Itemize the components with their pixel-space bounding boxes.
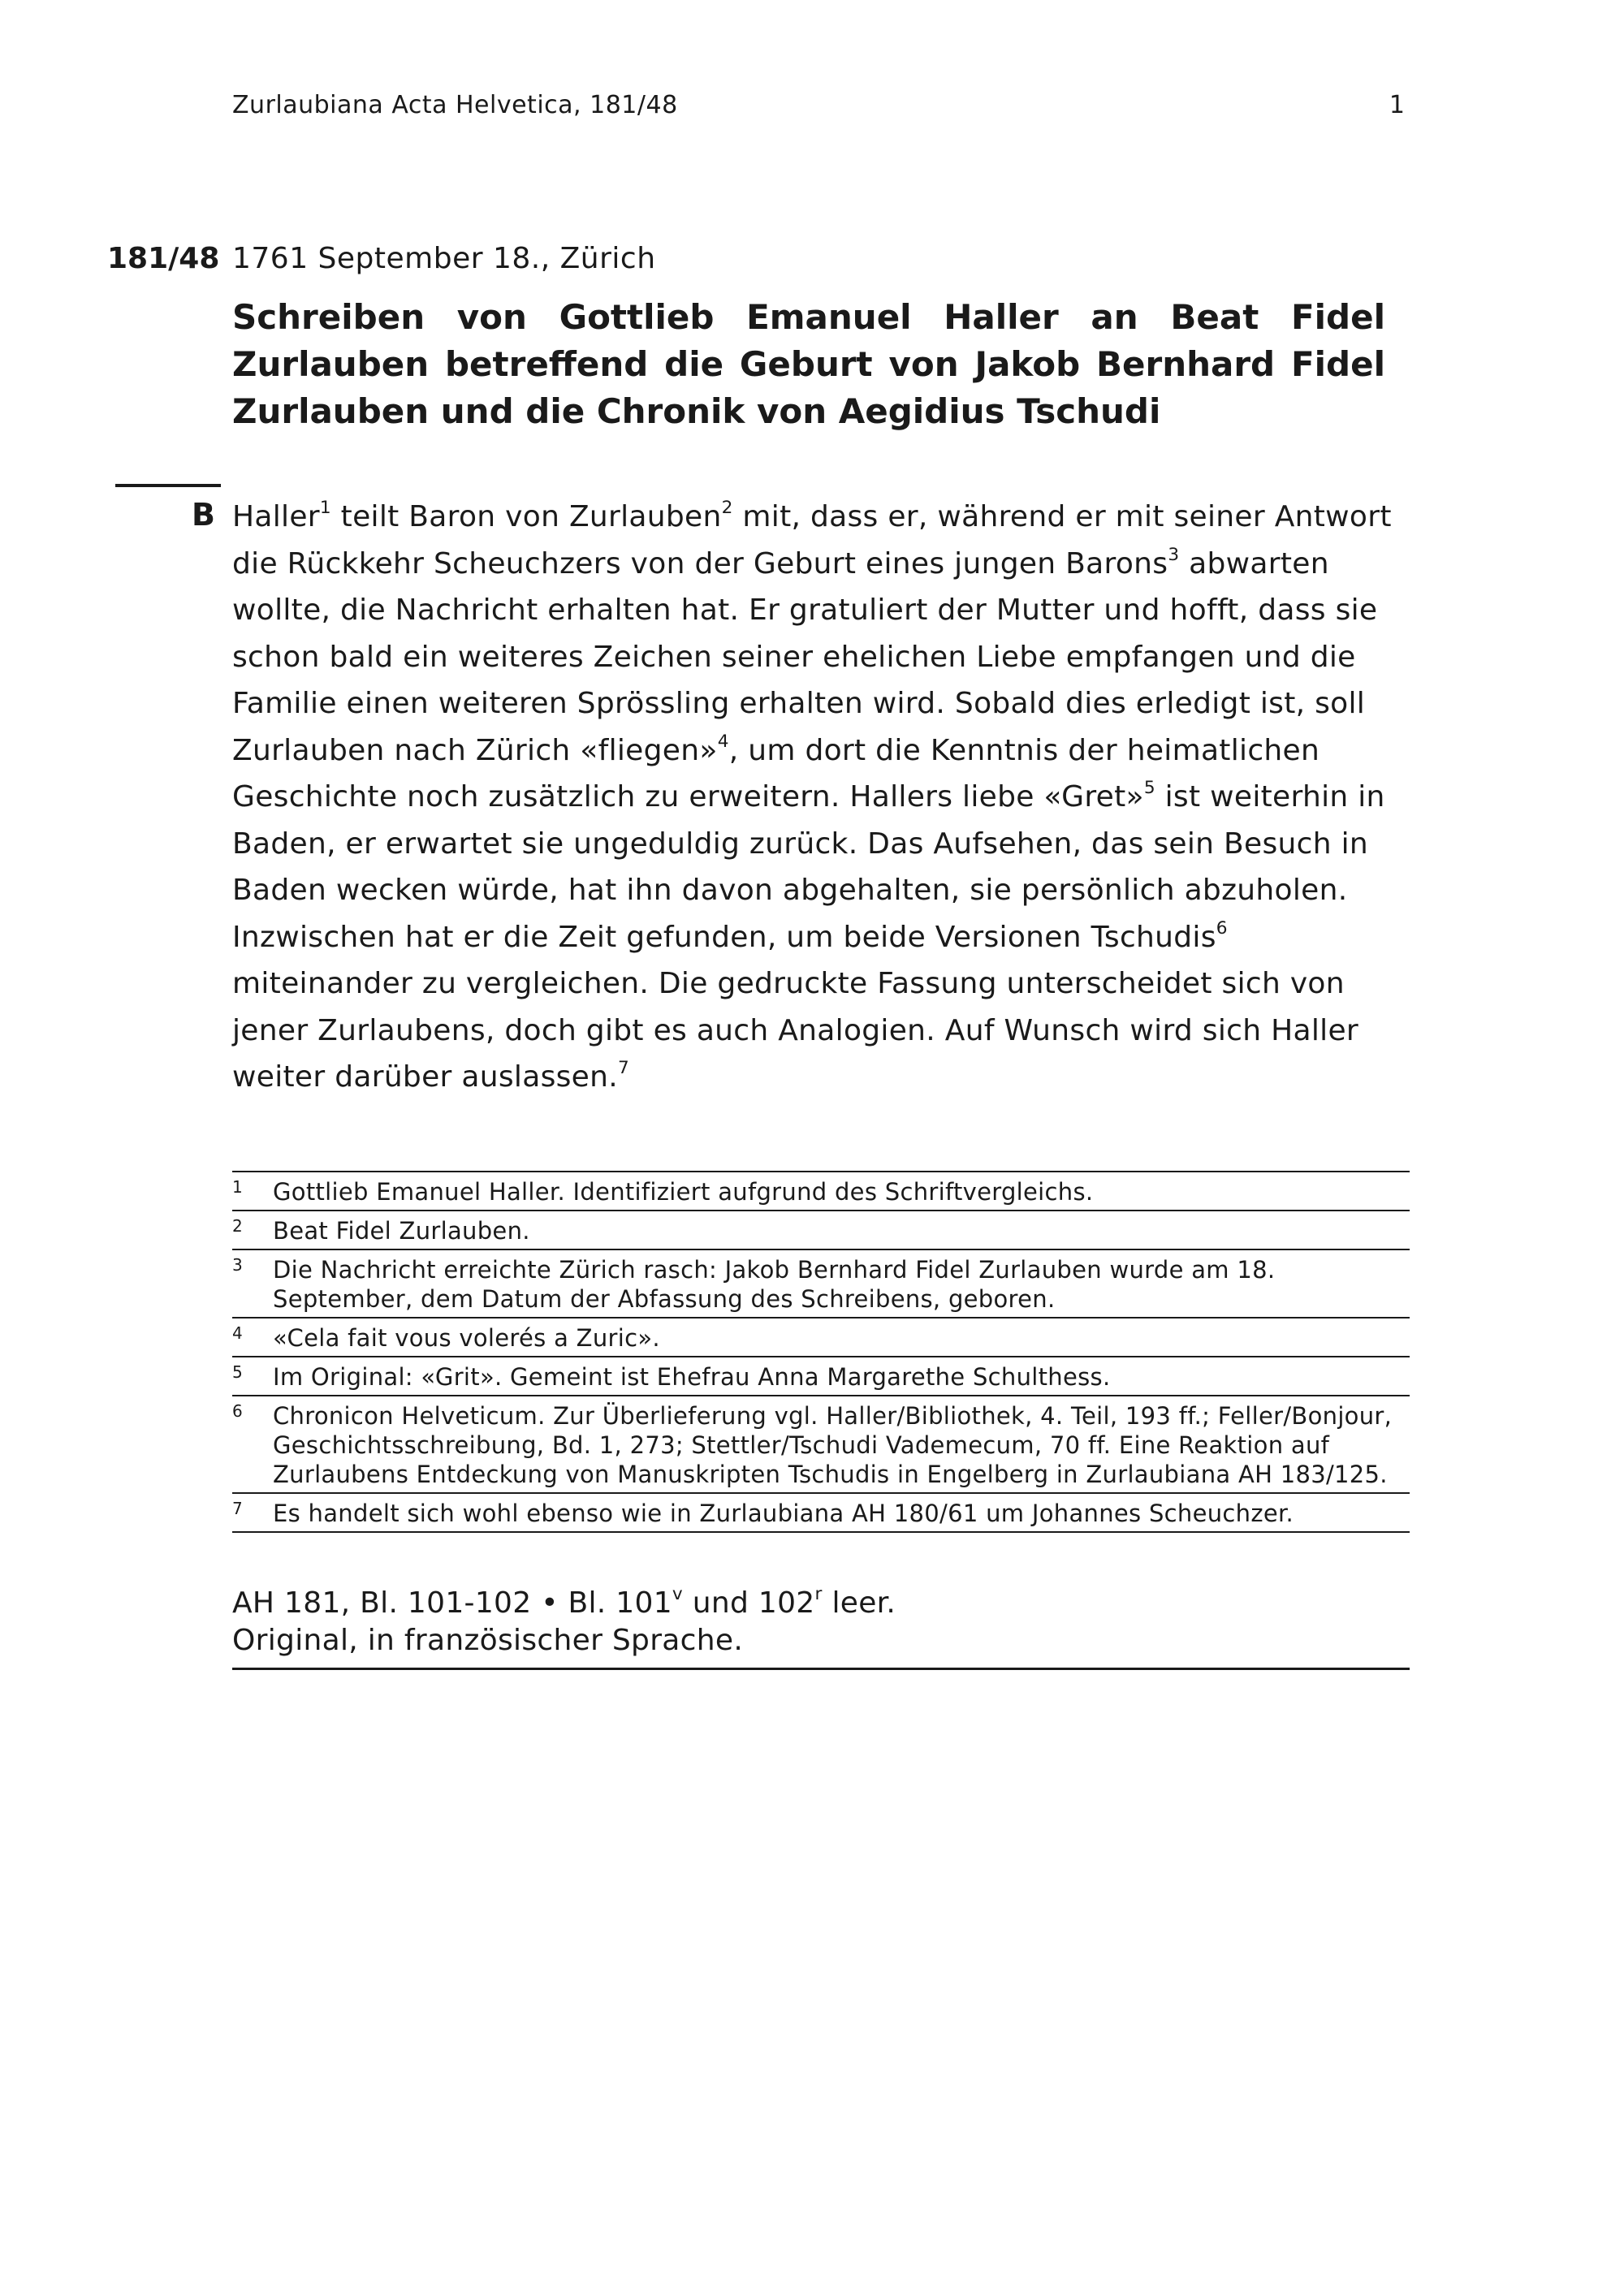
summary-segment: miteinander zu vergleichen. Die gedruckte Fassung unterscheidet sich von jener Zurlaubens, doch gibt es auch Analogien. Auf Wunsch wird sich Haller weiter darüber auslassen. [232, 967, 1358, 1094]
footnote-item [232, 1494, 1410, 1533]
footnote-number: 3 [232, 1255, 244, 1275]
footnote-number: 4 [232, 1323, 244, 1343]
source-folio-conj: und 102 [692, 1586, 815, 1620]
footnote-number: 2 [232, 1216, 244, 1236]
source-shelfmark: AH 181, Bl. 101-102 [232, 1586, 532, 1620]
footnote-ref[interactable]: 6 [1216, 917, 1228, 939]
summary-segment: , um dort die Kenntnis der heimatlichen Geschichte noch zusätzlich zu erweitern. Hallers liebe «Gret» [232, 733, 1320, 814]
folio-side-verso: v [672, 1583, 683, 1604]
page-number: 1 [1389, 91, 1405, 119]
footnote-item [232, 1172, 1410, 1211]
source-folio-tail: leer. [831, 1586, 896, 1620]
footnote-item [232, 1211, 1410, 1250]
footnotes-list [232, 1171, 1410, 1533]
document-date-place: 1761 September 18., Zürich [232, 242, 656, 275]
footnote-ref[interactable]: 3 [1168, 544, 1180, 565]
summary-segment: mit, dass er, während er mit seiner Antwort die Rückkehr Scheuchzers von der Geburt eines jungen Barons [232, 500, 1392, 580]
source-folio: Bl. 101 [568, 1586, 672, 1620]
document-number: 181/48 [107, 242, 220, 275]
source-note: Original, in französischer Sprache. [232, 1624, 744, 1657]
footnote-text: Beat Fidel Zurlauben. [273, 1217, 530, 1245]
footnote-item [232, 1396, 1410, 1494]
footnote-number: 1 [232, 1177, 244, 1197]
footnote-ref[interactable]: 4 [717, 731, 729, 752]
margin-label: B [192, 497, 215, 533]
footnote-text: Chronicon Helveticum. Zur Überlieferung vgl. Haller/Bibliothek, 4. Teil, 193 ff.; Feller/Bonjour, Geschichtsschreibung, Bd. 1, 273; Stettler/Tschudi Vademecum, 70 ff. Eine Reaktion auf Zurlaubens Entdeckung von Manuskripten Tschudis in Engelberg in Zurlaubiana AH 183/125. [273, 1402, 1393, 1488]
document-title: Schreiben von Gottlieb Emanuel Haller an Beat Fidel Zurlauben betreffend die Geburt von Jakob Bernhard Fidel Zurlauben und die Chronik von Aegidius Tschudi [232, 297, 1385, 431]
footnote-text: Gottlieb Emanuel Haller. Identifiziert aufgrund des Schriftvergleichs. [273, 1178, 1094, 1206]
folio-side-recto: r [814, 1583, 823, 1604]
summary-segment: abwarten wollte, die Nachricht erhalten hat. Er gratuliert der Mutter und hofft, dass sie schon bald ein weiteres Zeichen seiner ehelichen Liebe empfangen und die Familie einen weiteren Sprössling erhalten wird. Sobald dies erledigt ist, soll Zurlauben nach Zürich «fliegen» [232, 546, 1378, 767]
footnote-ref[interactable]: 2 [721, 497, 733, 518]
footnote-text: Es handelt sich wohl ebenso wie in Zurlaubiana AH 180/61 um Johannes Scheuchzer. [273, 1500, 1294, 1527]
footnote-ref[interactable]: 7 [618, 1057, 630, 1078]
summary-text [232, 494, 1410, 1101]
summary-segment: teilt Baron von Zurlauben [330, 500, 722, 533]
footnote-text: Die Nachricht erreichte Zürich rasch: Jakob Bernhard Fidel Zurlauben wurde am 18. September, dem Datum der Abfassung des Schreibens, geboren. [273, 1256, 1276, 1313]
source-shelfmark-line [232, 1585, 1410, 1622]
footnote-ref[interactable]: 1 [319, 497, 331, 518]
footnote-number: 6 [232, 1401, 244, 1421]
summary-segment: ist weiterhin in Baden, er erwartet sie ungeduldig zurück. Das Aufsehen, das sein Besuch in Baden wecken würde, hat ihn davon abgehalten, sie persönlich abzuholen. Inzwischen hat er die Zeit gefunden, um beide Versionen Tschudis [232, 780, 1385, 954]
footnote-item [232, 1357, 1410, 1396]
footnote-number: 5 [232, 1362, 244, 1382]
running-title: Zurlaubiana Acta Helvetica, 181/48 [232, 91, 678, 119]
footnote-number: 7 [232, 1499, 244, 1518]
margin-divider [115, 484, 221, 487]
source-separator: • [541, 1586, 559, 1620]
footnote-text: «Cela fait vous volerés a Zuric». [273, 1324, 660, 1352]
footnote-item [232, 1318, 1410, 1357]
footnote-ref[interactable]: 5 [1143, 777, 1155, 798]
footnote-item [232, 1250, 1410, 1318]
source-reference [232, 1585, 1410, 1670]
summary-segment: Haller [232, 500, 320, 533]
footnote-text: Im Original: «Grit». Gemeint ist Ehefrau Anna Margarethe Schulthess. [273, 1363, 1111, 1391]
